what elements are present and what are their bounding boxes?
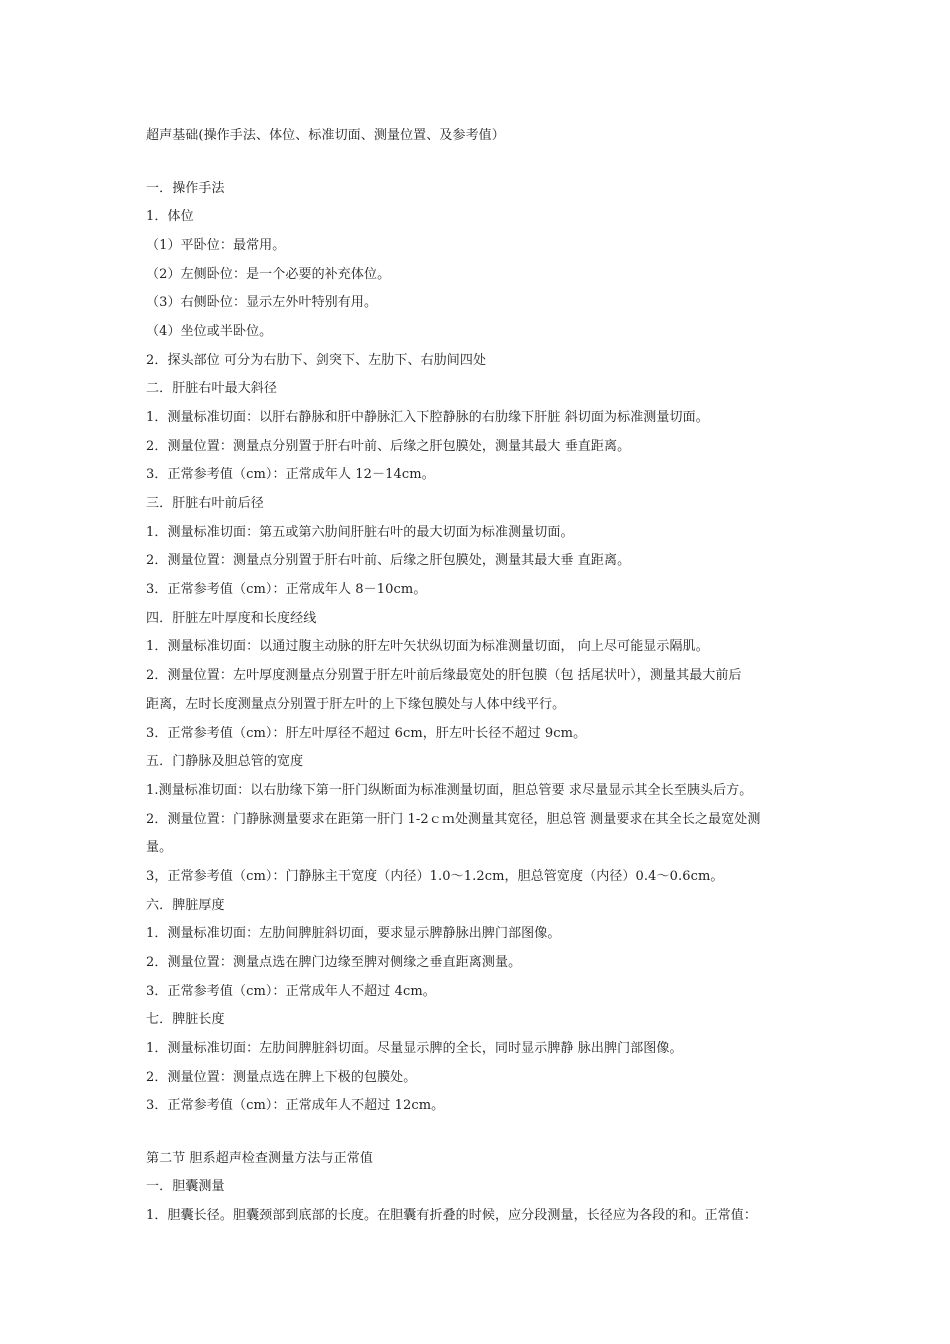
section-heading: 七．脾脏长度 (146, 1012, 225, 1027)
text-line: 2．测量位置：测量点选在脾门边缘至脾对侧缘之垂直距离测量。 (146, 955, 522, 970)
text-line: 3．正常参考值（cm）：正常成年人 8－10cm。 (146, 582, 427, 597)
text-line: 1．测量标准切面：以通过腹主动脉的肝左叶矢状纵切面为标准测量切面， 向上尽可能显示隔肌。 (146, 639, 709, 654)
section-heading: 五．门静脉及胆总管的宽度 (146, 754, 304, 769)
text-line: 2．探头部位 可分为右肋下、剑突下、左肋下、右肋间四处 (146, 353, 487, 368)
text-line: 1．胆囊长径。胆囊颈部到底部的长度。在胆囊有折叠的时候，应分段测量，长径应为各段的和。正常值： (146, 1208, 757, 1223)
text-line: 1．测量标准切面：左肋间脾脏斜切面。尽量显示脾的全长，同时显示脾静 脉出脾门部图像。 (146, 1041, 683, 1056)
text-line: 2．测量位置：左叶厚度测量点分别置于肝左叶前后缘最宽处的肝包膜（包 括尾状叶），测量其最大前后 (146, 668, 742, 683)
text-line: 2．测量位置：门静脉测量要求在距第一肝门 1-2ｃｍ处测量其宽径，胆总管 测量要求在其全长之最宽处测 (146, 812, 761, 827)
text-line: 3．正常参考值（cm）：正常成年人 12－14cm。 (146, 467, 435, 482)
text-line: 2．测量位置：测量点分别置于肝右叶前、后缘之肝包膜处，测量其最大 垂直距离。 (146, 439, 631, 454)
subsection-heading: 1．体位 (146, 209, 194, 224)
text-line: 量。 (146, 840, 173, 855)
text-line: 距离，左时长度测量点分别置于肝左叶的上下缘包膜处与人体中线平行。 (146, 697, 566, 712)
section-heading: 一．胆囊测量 (146, 1179, 225, 1194)
text-line: 3．正常参考值（cm）：正常成年人不超过 4cm。 (146, 984, 436, 999)
chapter-heading: 第二节 胆系超声检查测量方法与正常值 (146, 1151, 373, 1166)
text-line: 1．测量标准切面：以肝右静脉和肝中静脉汇入下腔静脉的右肋缘下肝脏 斜切面为标准测量切面。 (146, 410, 709, 425)
document-title: 超声基础(操作手法、体位、标准切面、测量位置、及参考值） (146, 128, 505, 143)
section-heading: 六．脾脏厚度 (146, 898, 225, 913)
section-heading: 四．肝脏左叶厚度和长度经线 (146, 611, 317, 626)
text-line: 1.测量标准切面：以右肋缘下第一肝门纵断面为标准测量切面，胆总管要 求尽量显示其全长至胰头后方。 (146, 783, 753, 798)
text-line: 1．测量标准切面：左肋间脾脏斜切面，要求显示脾静脉出脾门部图像。 (146, 926, 561, 941)
section-heading: 一．操作手法 (146, 181, 225, 196)
text-line: （1）平卧位：最常用。 (146, 238, 286, 253)
text-line: （2）左侧卧位：是一个必要的补充体位。 (146, 267, 391, 282)
text-line: 3．正常参考值（cm）：正常成年人不超过 12cm。 (146, 1098, 445, 1113)
text-line: （4）坐位或半卧位。 (146, 324, 273, 339)
text-line: 3，正常参考值（cm）：门静脉主干宽度（内径）1.0～1.2cm，胆总管宽度（内径）0.4～0.6cm。 (146, 869, 724, 884)
text-line: 2．测量位置：测量点分别置于肝右叶前、后缘之肝包膜处，测量其最大垂 直距离。 (146, 553, 631, 568)
text-line: 1．测量标准切面：第五或第六肋间肝脏右叶的最大切面为标准测量切面。 (146, 525, 574, 540)
section-heading: 三．肝脏右叶前后径 (146, 496, 264, 511)
section-heading: 二．肝脏右叶最大斜径 (146, 381, 278, 396)
text-line: （3）右侧卧位：显示左外叶特别有用。 (146, 295, 378, 310)
text-line: 3．正常参考值（cm）：肝左叶厚径不超过 6cm，肝左叶长径不超过 9cm。 (146, 726, 587, 741)
text-line: 2．测量位置：测量点选在脾上下极的包膜处。 (146, 1070, 417, 1085)
